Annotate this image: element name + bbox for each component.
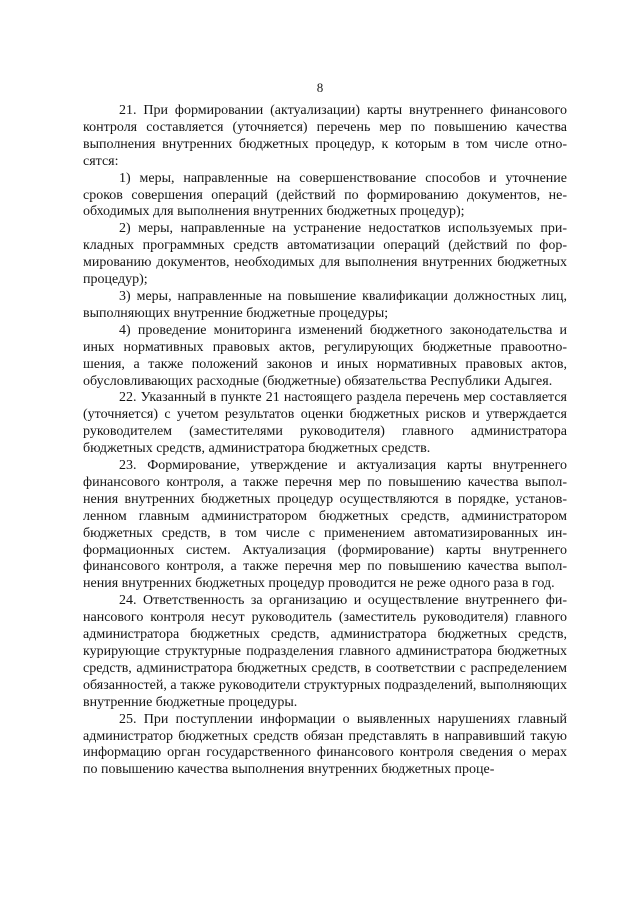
list-item-2: 2) меры, направленные на устранение недостатков используемых прикладных программных средств автоматизации операций (действий по формированию документов, необходимых для выполнения внутренних бюджетных процедур); (83, 221, 567, 288)
list-item-1: 1) меры, направленные на совершенствование способов и уточнение сроков совершения операций (действий по формированию документов, необходимых для выполнения внутренних бюджетных процедур); (83, 170, 567, 220)
list-item-4: 4) проведение мониторинга изменений бюджетного законодательства и иных нормативных правовых актов, регулирующих бюджетные правоотношения, а также положений законов и иных нормативных правовых актов, обусловливающих расходные (бюджетные) обязательства Республики Адыгея. (83, 322, 567, 389)
page-number: 8 (316, 80, 324, 95)
paragraph-24: 24. Ответственность за организацию и осуществление внутреннего финансового контроля несут руководитель (заместитель руководителя) главного администратора бюджетных средств, администратора бюджетных средств, курирующие структурные подразделения главного администратора бюджетных средств, администратора бюджетных средств, в соответствии с распределением обязанностей, а также руководители структурных подразделений, выполняющих внутренние бюджетные процедуры. (83, 593, 567, 710)
document-body (83, 103, 567, 779)
list-item-3: 3) меры, направленные на повышение квалификации должностных лиц, выполняющих внутренние бюджетные процедуры; (83, 288, 567, 321)
paragraph-23: 23. Формирование, утверждение и актуализация карты внутреннего финансового контроля, а также перечня мер по повышению качества выполнения внутренних бюджетных процедур осуществляются в порядке, установленном главным администратором бюджетных средств, администратором бюджетных средств, в том числе с применением автоматизированных информационных систем. Актуализация (формирование) карты внутреннего финансового контроля, а также перечня мер по повышению качества выполнения внутренних бюджетных процедур проводится не реже одного раза в год. (83, 458, 567, 592)
paragraph-25: 25. При поступлении информации о выявленных нарушениях главный администратор бюджетных средств обязан представлять в направивший такую информацию орган государственного финансового контроля сведения о мерах по повышению качества выполнения внутренних бюджетных проце- (83, 711, 567, 778)
paragraph-21: 21. При формировании (актуализации) карты внутреннего финансового контроля составляется (уточняется) перечень мер по повышению качества выполнения внутренних бюджетных процедур, к которым в том числе относятся: (83, 103, 567, 169)
paragraph-22: 22. Указанный в пункте 21 настоящего раздела перечень мер составляется (уточняется) с учетом результатов оценки бюджетных рисков и утверждается руководителем (заместителями руководителя) главного администратора бюджетных средств, администратора бюджетных средств. (83, 390, 567, 457)
